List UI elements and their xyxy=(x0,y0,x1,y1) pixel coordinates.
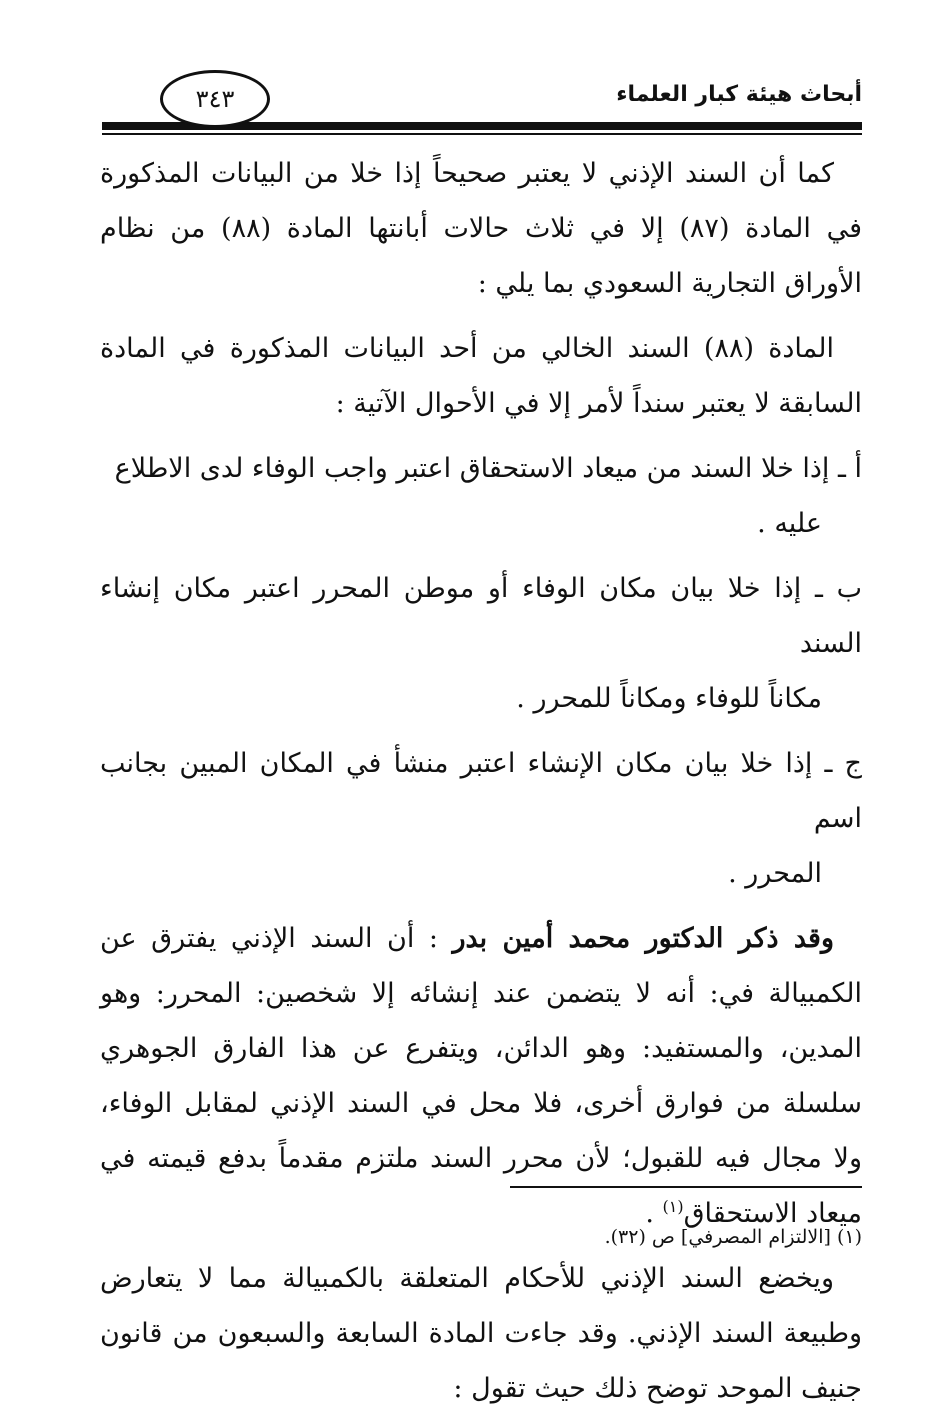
running-header-title: أبحاث هيئة كبار العلماء xyxy=(616,82,862,107)
footnote-marker: (١) xyxy=(836,1226,862,1248)
paragraph-1: كما أن السند الإذني لا يعتبر صحيحاً إذا خلا من البيانات المذكورة في المادة (٨٧) إلا في ثلاث حالات أبانتها المادة (٨٨) من نظام الأوراق التجارية السعودي بما يلي : xyxy=(100,158,863,299)
paragraph-3-end: . xyxy=(645,1198,663,1229)
paragraph-3-text: : أن السند الإذني يفترق عن الكمبيالة في: أنه لا يتضمن عند إنشائه إلا شخصين: المحرر: وهو المدين، والمستفيد: وهو الدائن، ويتفرع عن هذا الفارق الجوهري سلسلة من فوارق أخرى، فلا محل في السند الإذني لمقابل الوفاء، ولا مجال فيه للقبول؛ لأن محرر السند ملتزم مقدماً بدفع قيمته في ميعاد الاستحقاق xyxy=(100,923,862,1229)
list-item-b-line1: ب ـ إذا خلا بيان مكان الوفاء أو موطن المحرر اعتبر مكان إنشاء السند xyxy=(100,573,862,659)
footnote-reference: (١) xyxy=(662,1197,684,1216)
paragraph-2: المادة (٨٨) السند الخالي من أحد البيانات المذكورة في المادة السابقة لا يعتبر سنداً لأمر إلا في الأحوال الآتية : xyxy=(100,333,862,419)
list-item-a-line2: عليه . xyxy=(757,508,822,539)
list-item-c-line2: المحرر . xyxy=(728,858,822,889)
footnote-text: [الالتزام المصرفي] ص (٣٢). xyxy=(604,1226,831,1248)
paragraph-4: ويخضع السند الإذني للأحكام المتعلقة بالكمبيالة مما لا يتعارض وطبيعة السند الإذني. وقد جاءت المادة السابعة والسبعون من قانون جنيف الموحد توضح ذلك حيث تقول : xyxy=(100,1263,862,1404)
list-item-a-line1: أ ـ إذا خلا السند من ميعاد الاستحقاق اعتبر واجب الوفاء لدى الاطلاع xyxy=(114,453,862,484)
list-item-a xyxy=(100,441,862,551)
author-name: وقد ذكر الدكتور محمد أمين بدر xyxy=(452,923,834,954)
paragraph-3 xyxy=(100,911,862,1241)
list-item-b xyxy=(100,561,862,726)
header-rule-thin xyxy=(102,133,862,135)
list-item-c xyxy=(100,736,862,901)
footnote xyxy=(605,1226,862,1248)
list-item-c-line1: ج ـ إذا خلا بيان مكان الإنشاء اعتبر منشأ في المكان المبين بجانب اسم xyxy=(100,748,862,834)
page-number: ٣٤٣ xyxy=(195,85,235,113)
page-number-oval xyxy=(160,70,270,128)
footnote-separator xyxy=(510,1186,862,1188)
list-item-b-line2: مكاناً للوفاء ومكاناً للمحرر . xyxy=(516,683,822,714)
